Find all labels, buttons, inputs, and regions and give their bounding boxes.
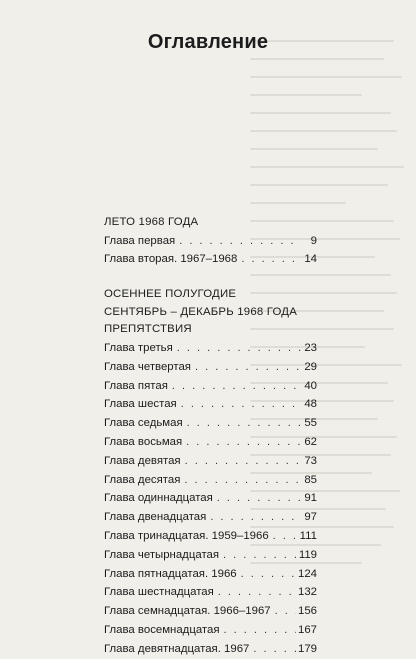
toc-entry-page: 40 bbox=[304, 379, 317, 392]
dot-leader bbox=[181, 395, 301, 414]
toc-entry bbox=[104, 471, 317, 490]
toc-entry-page: 156 bbox=[297, 605, 317, 618]
toc-entry-label: Глава одиннадцатая bbox=[104, 492, 213, 505]
toc-entry-page: 119 bbox=[298, 548, 317, 561]
toc-entry-page: 9 bbox=[310, 234, 317, 247]
toc-entry-page: 14 bbox=[304, 253, 317, 266]
toc-entry bbox=[104, 339, 317, 358]
toc-entry bbox=[104, 621, 317, 640]
toc-entry-page: 85 bbox=[304, 473, 317, 486]
dot-leader bbox=[241, 565, 296, 584]
dot-leader bbox=[179, 232, 301, 251]
toc-entry-label: Глава четвертая bbox=[104, 360, 191, 373]
toc-entry-label: Глава десятая bbox=[104, 473, 181, 486]
dot-leader bbox=[241, 250, 301, 269]
toc-entry bbox=[104, 395, 317, 414]
toc-entry bbox=[104, 640, 317, 659]
toc-entry-label: Глава первая bbox=[104, 234, 176, 247]
toc-entry-label: Глава вторая. 1967–1968 bbox=[104, 253, 238, 266]
toc-entry-label: Глава пятнадцатая. 1966 bbox=[104, 567, 237, 580]
toc-entry-page: 29 bbox=[304, 360, 317, 373]
page-title: Оглавление bbox=[147, 31, 269, 53]
toc-entry-page: 97 bbox=[304, 511, 317, 524]
toc-entry-page: 167 bbox=[297, 623, 317, 636]
part1-entries bbox=[104, 232, 317, 270]
toc-entry bbox=[104, 358, 317, 377]
section-heading: ОСЕННЕЕ ПОЛУГОДИЕ bbox=[104, 288, 237, 301]
dot-leader bbox=[218, 583, 296, 602]
toc-entry bbox=[104, 565, 317, 584]
toc-entry bbox=[104, 452, 317, 471]
section-heading: ЛЕТО 1968 ГОДА bbox=[104, 216, 199, 228]
part2-entries bbox=[104, 339, 317, 659]
dot-leader bbox=[186, 433, 301, 452]
toc-entry bbox=[104, 250, 317, 269]
toc-entry-page: 55 bbox=[304, 417, 317, 430]
toc-entry-page: 132 bbox=[297, 586, 317, 599]
toc-entry-label: Глава восьмая bbox=[104, 435, 183, 448]
toc-entry bbox=[104, 377, 317, 396]
dot-leader bbox=[184, 471, 301, 490]
toc-entry bbox=[104, 527, 317, 546]
section-spacer bbox=[104, 269, 317, 286]
toc-entry-label: Глава седьмая bbox=[104, 417, 183, 430]
toc-entry bbox=[104, 602, 317, 621]
toc-entry bbox=[104, 546, 317, 565]
dot-leader bbox=[223, 546, 297, 565]
toc-entry-page: 73 bbox=[304, 454, 317, 467]
toc-entry bbox=[104, 489, 317, 508]
toc-entry-page: 23 bbox=[304, 341, 317, 354]
toc-entry bbox=[104, 508, 317, 527]
dot-leader bbox=[195, 358, 301, 377]
dot-leader bbox=[172, 377, 301, 396]
toc-entry-page: 179 bbox=[297, 642, 317, 655]
toc-entry-page: 91 bbox=[304, 492, 317, 505]
toc-entry bbox=[104, 583, 317, 602]
toc-entry-label: Глава третья bbox=[104, 341, 173, 354]
toc-entry bbox=[104, 232, 317, 251]
toc-entry-label: Глава двенадцатая bbox=[104, 511, 207, 524]
dot-leader bbox=[224, 621, 296, 640]
toc-entry-label: Глава четырнадцатая bbox=[104, 548, 220, 561]
dot-leader bbox=[253, 640, 296, 659]
toc-entry-label: Глава девятая bbox=[104, 454, 181, 467]
toc-entry-label: Глава пятая bbox=[104, 379, 168, 392]
dot-leader bbox=[187, 414, 301, 433]
toc-entry bbox=[104, 433, 317, 452]
toc-entry-label: Глава семнадцатая. 1966–1967 bbox=[104, 605, 271, 618]
table-of-contents bbox=[104, 214, 317, 659]
dot-leader bbox=[273, 527, 298, 546]
toc-entry-page: 62 bbox=[304, 435, 317, 448]
dot-leader bbox=[177, 339, 301, 358]
toc-entry-page: 124 bbox=[297, 567, 317, 580]
section-subheading: СЕНТЯБРЬ – ДЕКАБРЬ 1968 ГОДА bbox=[104, 305, 298, 318]
dot-leader bbox=[275, 602, 296, 621]
dot-leader bbox=[217, 489, 301, 508]
toc-entry-page: 111 bbox=[299, 529, 317, 542]
toc-entry-label: Глава восемнадцатая bbox=[104, 623, 220, 636]
toc-entry-label: Глава девятнадцатая. 1967 bbox=[104, 642, 250, 655]
toc-entry-label: Глава шестнадцатая bbox=[104, 586, 214, 599]
toc-entry-label: Глава тринадцатая. 1959–1966 bbox=[104, 529, 269, 542]
section-subheading: ПРЕПЯТСТВИЯ bbox=[104, 323, 192, 336]
dot-leader bbox=[185, 452, 301, 471]
toc-entry-label: Глава шестая bbox=[104, 398, 177, 411]
toc-entry-page: 48 bbox=[304, 398, 317, 411]
toc-entry bbox=[104, 414, 317, 433]
dot-leader bbox=[210, 508, 301, 527]
